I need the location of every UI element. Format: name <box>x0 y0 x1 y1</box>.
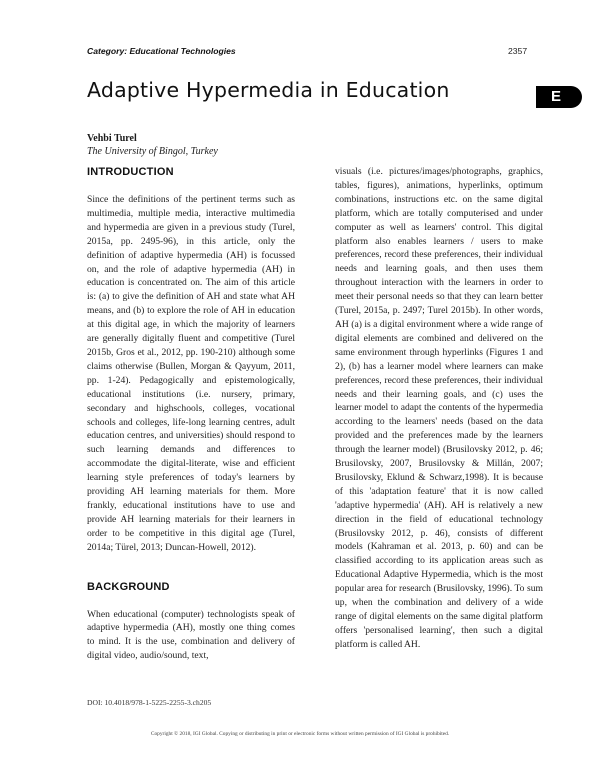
author-affiliation: The University of Bingol, Turkey <box>87 146 218 157</box>
background-paragraph-start: When educational (computer) technologists speak of adaptive hypermedia (AH), mostly one thing comes to mind. It is the use, combination and delivery of digital video, audio/sound, text, <box>87 608 295 662</box>
article-title: Adaptive Hypermedia in Education <box>87 78 450 102</box>
introduction-paragraph: Since the definitions of the pertinent terms such as multimedia, multiple media, interactive multimedia and hypermedia are given in a previous study (Turel, 2015a, pp. 2495-96), in this article, only the definition of adaptive hypermedia (AH) is focussed on, and the role of adaptive hypermedia (AH) in education is concentrated on. The aim of this article is: (a) to give the definition of AH and state what AH means, and (b) to explore the role of AH in education at this digital age, in which the majority of learners are generally digitally fluent and competitive (Turel 2015b, Gros et al., 2012, pp. 190-210) although some claims otherwise (Bullen, Morgan & Qayyum, 2011, pp. 1-24). Pedagogically and epistemologically, educational institutions (i.e. nursery, primary, secondary and highschools, colleges, vocational schools and colleges, life-long learning centres, adult education centres, and universities) should respond to such learning demands and differences to accommodate the digital-literate, wise and efficient learning style preferences of today's learners by providing AH learning materials for them. More frankly, educational institutions have to use and provide AH learning materials for their learners in order to be competitive in this digital age (Turel, 2014a; Türel, 2013; Duncan-Howell, 2012). <box>87 194 295 553</box>
right-column <box>335 165 543 652</box>
background-heading: BACKGROUND <box>87 580 170 593</box>
doi-line: DOI: 10.4018/978-1-5225-2255-3.ch205 <box>87 698 212 707</box>
copyright-notice: Copyright © 2018, IGI Global. Copying or distributing in print or electronic forms without written permission of IGI Global is prohibited. <box>150 731 450 737</box>
page-number: 2357 <box>508 46 528 56</box>
introduction-heading: INTRODUCTION <box>87 166 174 178</box>
section-letter-badge: E <box>536 86 582 108</box>
author-name: Vehbi Turel <box>87 133 137 144</box>
running-head-category: Category: Educational Technologies <box>87 46 236 56</box>
left-column <box>87 165 295 663</box>
author-block <box>87 132 218 158</box>
background-paragraph-continued: visuals (i.e. pictures/images/photographs, graphics, tables, figures), animations, hyperlinks, optimum combinations, instructions etc. on the same digital platform, which are totally computerised and under computer as well as learners' control. This digital platform also enables learners / users to make preferences, record these preferences, their individual needs and learning goals, and then uses them throughout interaction with the learners in order to meet their personal needs so that they can learn better (Turel, 2015a, p. 2497; Turel 2015b). In other words, AH (a) is a digital environment where a wide range of digital elements are combined and delivered on the same environment through hyperlinks (Figures 1 and 2), (b) has a learner model where learners can make preferences, record these preferences, their individual needs and their learning goals, and (c) uses the learner model to adapt the contents of the hypermedia according to the learners' needs (based on the data provided and the preferences made by the learners through the learner model) (Brusilovsky 2012, p. 46; Brusilovsky, 2007, Brusilovsky & Millán, 2007; Brusilovsky, Eklund & Schwarz,1998). It is because of this 'adaptation feature' that it is now called 'adaptive hypermedia' (AH). AH is relatively a new direction in the field of educational technology (Brusilovsky 2012, p. 46), consists of different models (Kahraman et al. 2013, p. 60) and can be classified according to its application areas such as Educational Adaptive Hypermedia, which is the most popular area for research (Brusilovsky, 1996). To sum up, when the combination and delivery of a wide range of digital elements on the same digital platform offers 'personalised learning', then such a digital platform is called AH. <box>335 166 543 650</box>
